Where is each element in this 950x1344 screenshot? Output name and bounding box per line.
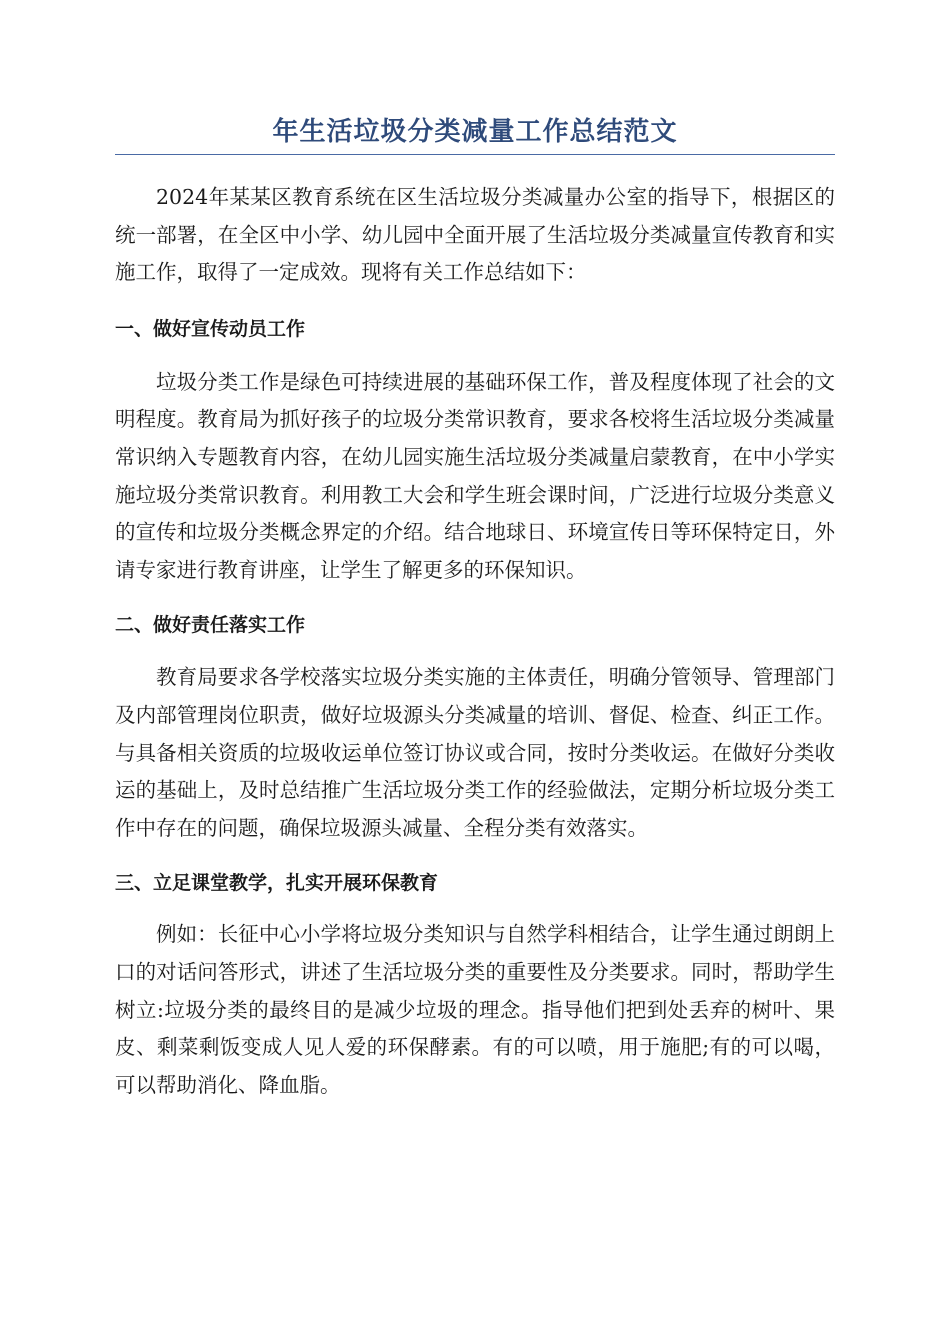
document-page (115, 112, 835, 1104)
section-body-1: 垃圾分类工作是绿色可持续进展的基础环保工作，普及程度体现了社会的文明程度。教育局为抓好孩子的垃圾分类常识教育，要求各校将生活垃圾分类减量常识纳入专题教育内容，在幼儿园实施生活垃圾分类减量启蒙教育，在中小学实施垃圾分类常识教育。利用教工大会和学生班会课时间，广泛进行垃圾分类意义的宣传和垃圾分类概念界定的介绍。结合地球日、环境宣传日等环保特定日，外请专家进行教育讲座，让学生了解更多的环保知识。 (115, 369, 835, 582)
section-body-3: 例如：长征中心小学将垃圾分类知识与自然学科相结合，让学生通过朗朗上口的对话问答形式，讲述了生活垃圾分类的重要性及分类要求。同时，帮助学生树立:垃圾分类的最终目的是减少垃圾的理念。指导他们把到处丢弃的树叶、果皮、剩菜剩饭变成人见人爱的环保酵素。有的可以喷，用于施肥;有的可以喝，可以帮助消化、降血脂。 (115, 922, 835, 1097)
section-heading-3: 三、立足课堂教学，扎实开展环保教育 (115, 872, 439, 895)
section-heading-2: 二、做好责任落实工作 (115, 614, 306, 637)
intro-paragraph: 2024年某某区教育系统在区生活垃圾分类减量办公室的指导下，根据区的统一部署，在全区中小学、幼儿园中全面开展了生活垃圾分类减量宣传教育和实施工作，取得了一定成效。现将有关工作总结如下： (115, 185, 835, 285)
document-title: 年生活垃圾分类减量工作总结范文 (115, 112, 835, 155)
section-heading-1: 一、做好宣传动员工作 (115, 317, 306, 340)
section-body-2: 教育局要求各学校落实垃圾分类实施的主体责任，明确分管领导、管理部门及内部管理岗位职责，做好垃圾源头分类减量的培训、督促、检查、纠正工作。与具备相关资质的垃圾收运单位签订协议或合同，按时分类收运。在做好分类收运的基础上，及时总结推广生活垃圾分类工作的经验做法，定期分析垃圾分类工作中存在的问题，确保垃圾源头减量、全程分类有效落实。 (115, 665, 835, 840)
